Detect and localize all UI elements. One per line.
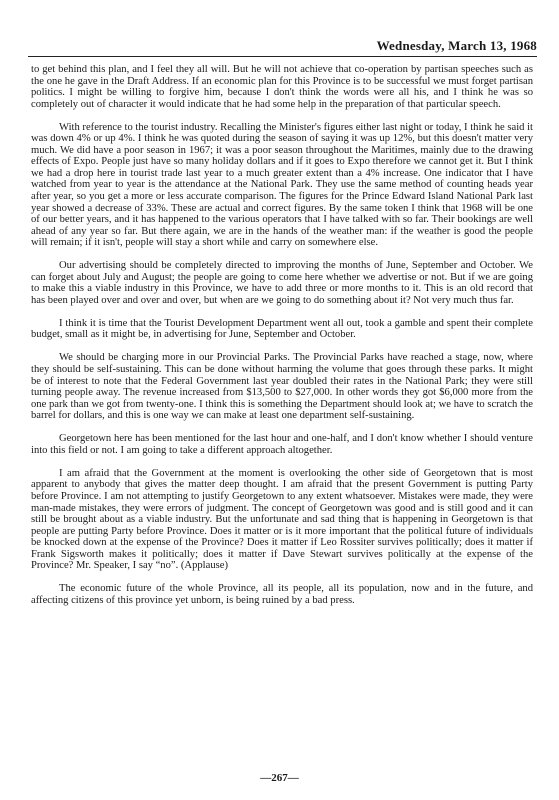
- page-number: —267—: [260, 772, 299, 784]
- paragraph: I am afraid that the Government at the moment is overlooking the other side of Georgetown that is most apparent to anybody that gives the matter deep thought. I am afraid that the present Government is putting Party before Province. I am not attempting to justify Georgetown to any extent whatsoever. Mistakes were made, they were man-made mistakes, they were errors of judgment. The concept of Georgetown was good and is still good and it can still be brought about as a viable industry. But the unfortunate and sad thing that is happening in Georgetown is that people are putting Party before Province. Does it matter or is it more important that the political future of individuals be knocked down at the expense of the Province? Does it matter if Leo Rossiter survives politically; does it matter if Frank Sigsworth makes it politically; does it matter if Dave Stewart survives politically at the expense of the Province? Mr. Speaker, I say “no”. (Applause): [31, 467, 533, 572]
- header-date: Wednesday, March 13, 1968: [376, 38, 537, 53]
- page-body: [31, 64, 533, 606]
- paragraph: Our advertising should be completely directed to improving the months of June, September and October. We can forget about July and August; the people are going to come here whether we advertise or not. But if we are going to make this a viable industry in this Province, we have to add three or more months to it. This is an old record that has been played over and over and over, but when are we going to do something about it? Not very much thus far.: [31, 260, 533, 306]
- paragraph: We should be charging more in our Provincial Parks. The Provincial Parks have reached a stage, now, where they should be self-sustaining. This can be done without harming the volume that goes through these parks. It might be of interest to note that the Federal Government last year doubled their rates in the National Park; they were still turning people away. The revenue increased from $13,500 to $27,000. In other words they got $6,000 more from the one park than we got from twenty-one. I think this is something the Department should look at; we have to scratch the barrel for dollars, and this is one way we can make at least one department self-sustaining.: [31, 352, 533, 422]
- paragraph: Georgetown here has been mentioned for the last hour and one-half, and I don't know whether I should venture into this field or not. I am going to take a different approach altogether.: [31, 433, 533, 456]
- paragraph: With reference to the tourist industry. Recalling the Minister's figures either last night or today, I think he said it was down 4% or up 4%. I think he was quoted during the season of saying it was up 12%, but this doesn't matter very much. We did have a poor season in 1967; it was a poor season throughout the Maritimes, mainly due to the drawing effects of Expo. People just have so many holiday dollars and if it goes to Expo therefore we cannot get it. But I think we had a drop here in tourist trade last year to a much greater extent than a 4% increase. One indicator that I have watched from year to year is the attendance at the National Park. They use the same method of counting heads year after year, so you get a more or less accurate comparison. The figures for the Prince Edward Island National Park last year showed a decrease of 33%. These are actual and correct figures. By the same token I think that 1968 will be one of our better years, and it has happened to the various operators that I have talked with so far. Their bookings are well ahead of any year so far. But there again, we are in the hands of the weather man: if the weather is good the people will remain; if it isn't, people will stay a short while and carry on somewhere else.: [31, 121, 533, 249]
- paragraph: I think it is time that the Tourist Development Department went all out, took a gamble and spent their complete budget, small as it might be, in advertising for June, September and October.: [31, 317, 533, 341]
- page-header: [28, 36, 537, 57]
- paragraph: The economic future of the whole Province, all its people, all its population, now and in the future, and affecting citizens of this province yet unborn, is being ruined by a bad press.: [31, 583, 533, 606]
- paragraph: to get behind this plan, and I feel they all will. But he will not achieve that co-operation by partisan speeches such as the one he gave in the Draft Address. If an economic plan for this Province is to be successful we must forget partisan politics. I might be willing to forgive him, because I don't think the words were all his, and I think he was so completely out of character it would indicate that he had some help in the preparation of that particular speech.: [31, 64, 533, 110]
